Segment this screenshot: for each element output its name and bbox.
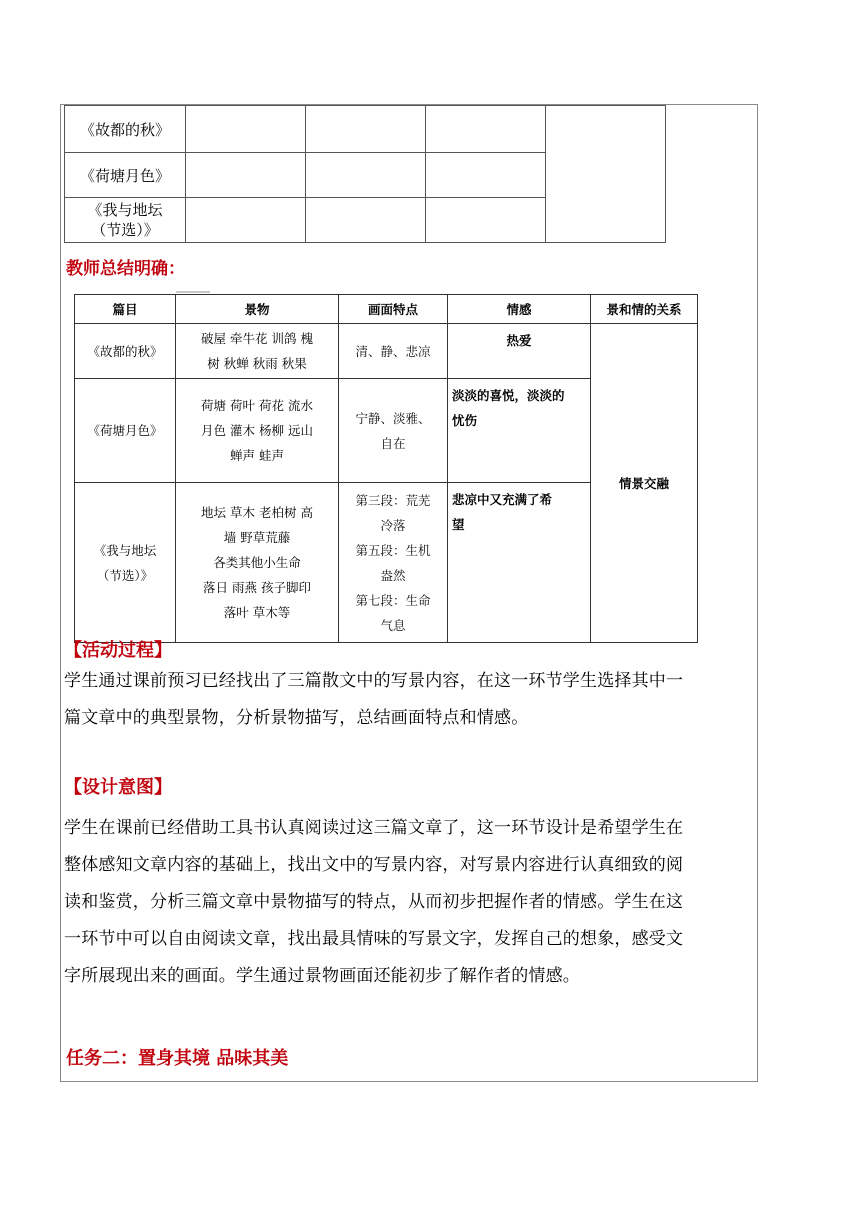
features-line: 自在 <box>380 435 406 451</box>
table-row <box>75 324 698 379</box>
worksheet-empty-cell <box>306 198 426 243</box>
worksheet-empty-cell <box>186 106 306 153</box>
worksheet-title-cell: 《荷塘月色》 <box>65 153 186 198</box>
features-line: 第七段：生命 <box>355 592 431 608</box>
paragraph-line: 学生在课前已经借助工具书认真阅读过这三篇文章了，这一环节设计是希望学生在 <box>64 818 684 838</box>
title-cell <box>75 483 176 643</box>
features-line: 清、静、悲凉 <box>355 343 431 359</box>
relation-cell: 情景交融 <box>591 324 698 643</box>
scenery-line: 墙 野草荒藤 <box>223 530 291 545</box>
design-body <box>64 810 758 995</box>
title-line: 《我与地坛 <box>93 542 157 558</box>
title-line: （节选）》 <box>91 221 159 239</box>
scenery-line: 地坛 草木 老柏树 高 <box>201 505 313 520</box>
scenery-cell <box>176 483 339 643</box>
paragraph-line: 学生通过课前预习已经找出了三篇散文中的写景内容，在这一环节学生选择其中一 <box>64 671 684 691</box>
teacher-summary-heading: 教师总结明确： <box>66 259 185 279</box>
scenery-line: 各类其他小生命 <box>213 555 301 570</box>
scenery-line: 落日 雨燕 孩子脚印 <box>203 580 311 595</box>
worksheet-empty-cell <box>306 153 426 198</box>
header-cell: 景和情的关系 <box>591 295 698 324</box>
header-cell: 景物 <box>176 295 339 324</box>
title-line: （节选）》 <box>96 567 154 583</box>
divider <box>176 291 210 293</box>
emotion-line: 望 <box>452 517 465 532</box>
features-line: 盎然 <box>380 567 406 583</box>
scenery-line: 荷塘 荷叶 荷花 流水 <box>201 398 313 413</box>
header-cell: 篇目 <box>75 295 176 324</box>
title-line: 《我与地坛 <box>87 201 163 219</box>
paragraph-line: 读和鉴赏，分析三篇文章中景物描写的特点，从而初步把握作者的情感。学生在这 <box>64 892 684 912</box>
activity-body <box>64 663 758 737</box>
worksheet-empty-cell <box>306 106 426 153</box>
scenery-line: 月色 灌木 杨柳 远山 <box>201 423 313 438</box>
scenery-line: 树 秋蝉 秋雨 秋果 <box>207 356 307 371</box>
worksheet-empty-cell <box>186 153 306 198</box>
scenery-cell <box>176 324 339 379</box>
worksheet-merged-cell <box>546 106 666 243</box>
features-cell <box>339 379 448 483</box>
summary-table <box>74 294 698 643</box>
header-cell: 画面特点 <box>339 295 448 324</box>
paragraph-line: 整体感知文章内容的基础上，找出文中的写景内容，对写景内容进行认真细致的阅 <box>64 855 684 875</box>
features-line: 冷落 <box>380 517 406 533</box>
worksheet-table <box>64 105 666 243</box>
paragraph-line: 字所展现出来的画面。学生通过景物画面还能初步了解作者的情感。 <box>64 966 580 986</box>
emotion-line: 淡淡的喜悦，淡淡的 <box>452 388 565 403</box>
scenery-line: 破屋 牵牛花 训鸽 槐 <box>201 331 313 346</box>
worksheet-empty-cell <box>426 106 546 153</box>
features-cell <box>339 483 448 643</box>
features-line: 第五段：生机 <box>355 542 431 558</box>
worksheet-title-cell: 《故都的秋》 <box>65 106 186 153</box>
paragraph-line: 篇文章中的典型景物，分析景物描写，总结画面特点和情感。 <box>64 708 529 728</box>
table-header-row <box>75 295 698 324</box>
emotion-cell <box>448 483 591 643</box>
scenery-line: 蝉声 蛙声 <box>230 448 284 463</box>
paragraph-line: 一环节中可以自由阅读文章，找出最具情味的写景文字，发挥自己的想象，感受文 <box>64 929 684 949</box>
title-cell: 《荷塘月色》 <box>75 379 176 483</box>
worksheet-title-cell <box>65 198 186 243</box>
features-line: 气息 <box>380 617 406 633</box>
design-heading: 【设计意图】 <box>64 777 172 798</box>
emotion-cell <box>448 379 591 483</box>
worksheet-empty-cell <box>426 198 546 243</box>
title-cell: 《故都的秋》 <box>75 324 176 379</box>
features-line: 第三段：荒芜 <box>355 492 431 508</box>
activity-heading: 【活动过程】 <box>64 640 172 661</box>
scenery-line: 落叶 草木等 <box>223 605 291 620</box>
task2-heading: 任务二：置身其境 品味其美 <box>66 1048 289 1069</box>
emotion-cell: 热爱 <box>448 324 591 379</box>
worksheet-empty-cell <box>186 198 306 243</box>
features-line: 宁静、淡雅、 <box>355 410 431 426</box>
emotion-line: 忧伤 <box>452 413 478 428</box>
features-cell <box>339 324 448 379</box>
header-cell: 情感 <box>448 295 591 324</box>
emotion-line: 悲凉中又充满了希 <box>452 492 553 507</box>
table-row <box>65 106 666 153</box>
worksheet-empty-cell <box>426 153 546 198</box>
scenery-cell <box>176 379 339 483</box>
